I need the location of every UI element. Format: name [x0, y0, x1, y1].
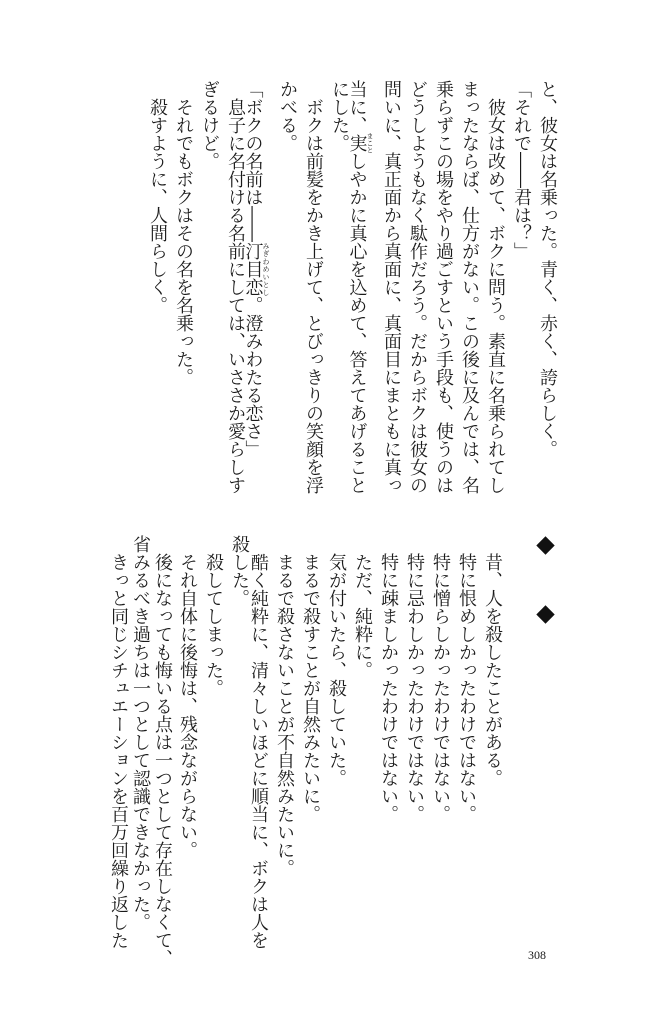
ruby-base: 実	[346, 132, 368, 154]
text-line: 殺してしまった。	[203, 535, 224, 697]
text-segment: 当に、	[346, 80, 368, 134]
text-line: 特に忌わしかったわけではない。	[404, 535, 425, 823]
text-line: と、彼女は名乗った。青く、赤く、誇らしく。	[537, 80, 558, 458]
text-line-with-ruby	[346, 80, 374, 494]
text-line: 特に疎ましかったわけではない。	[378, 535, 399, 823]
text-segment: しやかに真心を込めて、答えてあげること	[346, 152, 368, 494]
text-line: 「それで――君は？」	[511, 80, 532, 260]
text-line: 問いに、真正面から真面に、真面目にまともに真っ	[381, 80, 402, 494]
text-line: 気が付いたら、殺していた。	[326, 535, 347, 787]
text-line: かべる。	[277, 80, 298, 152]
text-line: 後になっても悔いる点は一つとして存在しなくて、	[152, 535, 173, 967]
text-line: どうしようもなく駄作だろう。だからボクは彼女の	[407, 80, 428, 494]
section-separator-diamond	[536, 605, 554, 623]
text-line: 特に憎らしかったわけではない。	[430, 535, 451, 823]
ruby-reading: まこと	[366, 132, 374, 154]
ruby-reading: みぎわめいとし	[262, 242, 270, 296]
text-line: ただ、純粋に。	[352, 535, 373, 679]
text-line: 乗らずこの場をやり過ごすという手段も、使うのは	[433, 80, 454, 494]
text-line: 特に恨めしかったわけではない。	[456, 535, 477, 823]
ruby-base: 汀目恋	[242, 242, 264, 296]
text-line: 彼女は改めて、ボクに問う。素直に名乗られてし	[485, 80, 506, 494]
text-line: 息子に名付ける名前にしては、いささか愛らしす	[225, 80, 246, 494]
text-line: 殺すように、人間らしく。	[147, 80, 168, 314]
text-line: まったならば、仕方がない。この後に及んでは、名	[459, 80, 480, 494]
text-line: まるで殺さないことが不自然みたいに。	[274, 535, 295, 877]
text-line: それ自体に後悔は、残念ながらない。	[177, 535, 198, 859]
section-separator-diamond	[536, 536, 554, 554]
text-line: にした。	[329, 80, 350, 152]
text-line: 殺した。	[229, 535, 250, 607]
text-segment: 「ボクの名前は――	[242, 80, 264, 242]
text-line-with-ruby	[242, 80, 270, 458]
text-line: ボクは前髪をかき上げて、とびっきりの笑顔を浮	[303, 80, 324, 494]
text-line: 省みるべき過ちは一つとして認識できなかった。	[130, 535, 151, 931]
text-line: ぎるけど。	[199, 80, 220, 170]
text-line: 昔、人を殺したことがある。	[482, 535, 503, 787]
text-line: きっと同じシチュエーションを百万回繰り返した	[108, 535, 129, 949]
text-line: それでもボクはその名を名乗った。	[173, 80, 194, 386]
text-segment: 。澄みわたる恋さ」	[242, 296, 264, 458]
page-number: 308	[528, 948, 546, 962]
text-line: 酷く純粋に、清々しいほどに順当に、ボクは人を	[248, 535, 269, 949]
text-line: まるで殺すことが自然みたいに。	[300, 535, 321, 823]
